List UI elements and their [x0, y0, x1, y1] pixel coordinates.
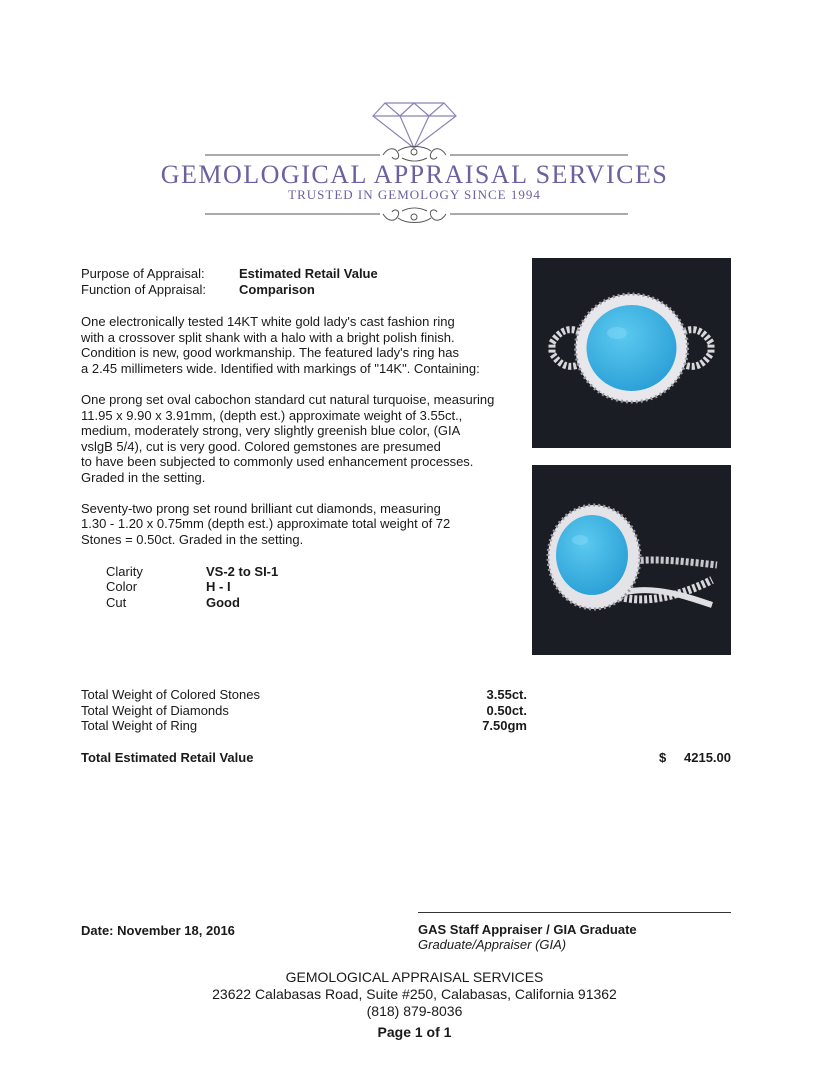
total-value: 3.55ct. — [486, 687, 527, 702]
grade-label: Clarity — [106, 564, 143, 579]
description-line: Condition is new, good workmanship. The featured lady's ring has — [81, 345, 460, 360]
description-line: a 2.45 millimeters wide. Identified with markings of "14K". Containing: — [81, 361, 480, 376]
turquoise-line: 11.95 x 9.90 x 3.91mm, (depth est.) approximate weight of 3.55ct., — [81, 408, 463, 423]
retail-currency: $ — [659, 750, 667, 765]
company-tagline: TRUSTED IN GEMOLOGY SINCE 1994 — [288, 187, 541, 202]
turquoise-line: to have been subjected to commonly used enhancement processes. — [81, 454, 474, 469]
footer-company: GEMOLOGICAL APPRAISAL SERVICES — [285, 969, 544, 985]
company-logo — [0, 88, 829, 228]
turquoise-line: vslgB 5/4), cut is very good. Colored gemstones are presumed — [81, 439, 441, 454]
total-label: Total Weight of Ring — [81, 718, 198, 733]
grade-value: Good — [206, 595, 240, 610]
total-value: 0.50ct. — [486, 703, 527, 718]
total-label: Total Weight of Diamonds — [81, 703, 229, 718]
signature-subtitle: Graduate/Appraiser (GIA) — [418, 937, 567, 952]
diamonds-line: Stones = 0.50ct. Graded in the setting. — [81, 532, 304, 547]
turquoise-line: One prong set oval cabochon standard cut natural turquoise, measuring — [81, 392, 495, 407]
description-line: with a crossover split shank with a halo with a bright polish finish. — [81, 330, 455, 345]
function-value: Comparison — [239, 282, 315, 297]
total-label: Total Weight of Colored Stones — [81, 687, 260, 702]
ring-photo-top — [532, 258, 731, 448]
company-name: GEMOLOGICAL APPRAISAL SERVICES — [160, 160, 669, 189]
grade-value: VS-2 to SI-1 — [206, 564, 279, 579]
description-line: One electronically tested 14KT white gold lady's cast fashion ring — [81, 314, 455, 329]
ring-photo-side — [532, 465, 731, 655]
total-value: 7.50gm — [482, 718, 527, 733]
function-label: Function of Appraisal: — [81, 282, 207, 297]
grade-label: Color — [106, 579, 138, 594]
turquoise-line: medium, moderately strong, very slightly greenish blue color, (GIA — [81, 423, 461, 438]
footer-address: 23622 Calabasas Road, Suite #250, Calabasas, California 91362 — [212, 986, 617, 1002]
page-number: Page 1 of 1 — [377, 1024, 452, 1040]
diamonds-line: 1.30 - 1.20 x 0.75mm (depth est.) approximate total weight of 72 — [81, 516, 451, 531]
grade-value: H - I — [206, 579, 231, 594]
purpose-value: Estimated Retail Value — [239, 266, 378, 281]
footer-phone: (818) 879-8036 — [366, 1003, 463, 1019]
grade-label: Cut — [106, 595, 127, 610]
diamond-logo-icon — [373, 103, 456, 148]
purpose-label: Purpose of Appraisal: — [81, 266, 205, 281]
appraisal-date: Date: November 18, 2016 — [81, 923, 235, 938]
signature-line — [418, 912, 731, 913]
diamonds-line: Seventy-two prong set round brilliant cut diamonds, measuring — [81, 501, 441, 516]
turquoise-line: Graded in the setting. — [81, 470, 206, 485]
retail-amount: 4215.00 — [684, 750, 731, 765]
signature-title: GAS Staff Appraiser / GIA Graduate — [418, 922, 637, 937]
retail-label: Total Estimated Retail Value — [81, 750, 254, 765]
